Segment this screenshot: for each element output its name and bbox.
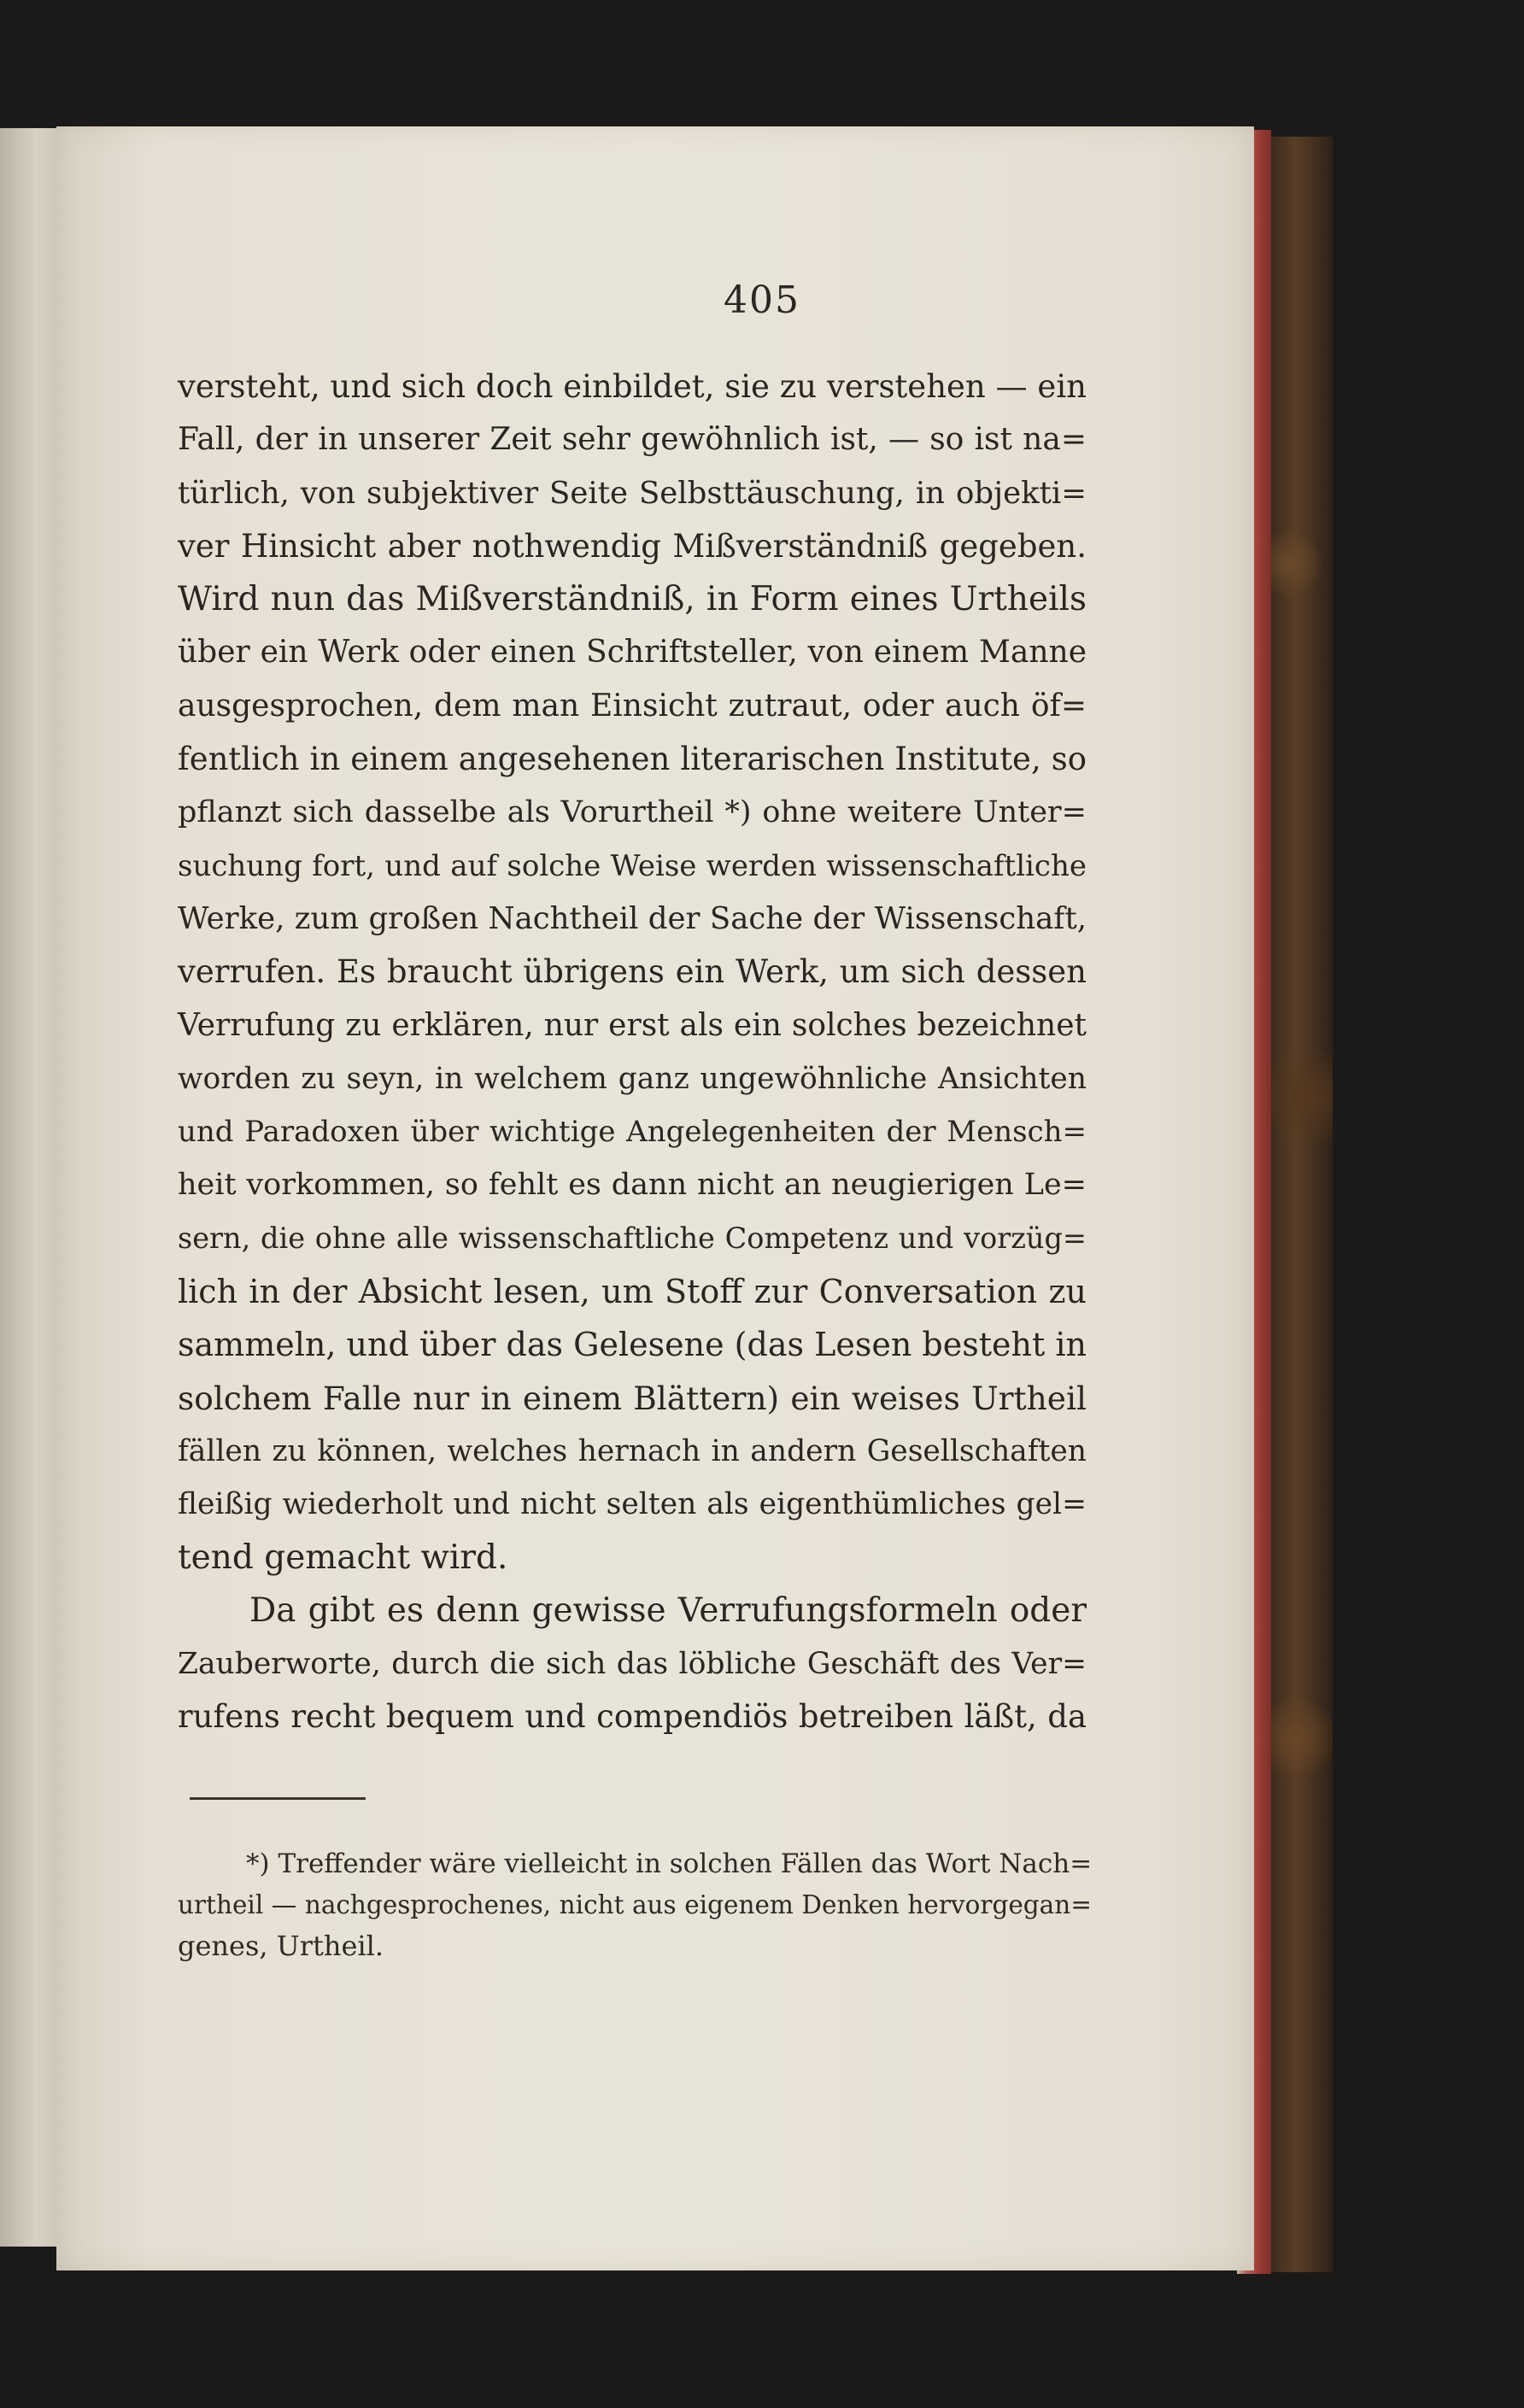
text-line: versteht, und sich doch einbildet, sie zu verstehen — ein: [178, 368, 1087, 405]
footnote-line: *) Treffender wäre vielleicht in solchen Fällen das Wort Nach=: [246, 1848, 1093, 1879]
text-line: heit vorkommen, so fehlt es dann nicht an neugierigen Le=: [178, 1168, 1087, 1203]
text-line: Wird nun das Mißverständniß, in Form eines Urtheils: [178, 580, 1087, 619]
text-line: über ein Werk oder einen Schriftsteller, von einem Manne: [178, 635, 1087, 671]
text-line: tend gemacht wird.: [178, 1538, 508, 1577]
text-line: verrufen. Es braucht übrigens ein Werk, um sich dessen: [178, 953, 1087, 991]
body-text: [178, 360, 1087, 1744]
text-line: rufens recht bequem und compendiös betreiben läßt, da: [178, 1698, 1087, 1736]
page-number: 405: [724, 278, 800, 322]
text-line: worden zu seyn, in welchem ganz ungewöhnliche Ansichten: [178, 1061, 1087, 1096]
footnote-line: genes, Urtheil.: [178, 1930, 384, 1962]
book-cover-edge: [1271, 137, 1333, 2272]
text-line: lich in der Absicht lesen, um Stoff zur Conversation zu: [178, 1273, 1087, 1311]
text-line: sern, die ohne alle wissenschaftliche Competenz und vorzüg=: [178, 1221, 1087, 1255]
text-line: Verrufung zu erklären, nur erst als ein solches bezeichnet: [178, 1007, 1087, 1043]
text-line: fleißig wiederholt und nicht selten als eigenthümliches gel=: [178, 1487, 1087, 1522]
text-line: fentlich in einem angesehenen literarischen Institute, so: [178, 741, 1087, 778]
text-line: Da gibt es denn gewisse Verrufungsformeln oder: [249, 1591, 1087, 1630]
facing-page-edge: [0, 128, 60, 2247]
footnote: [178, 1843, 1092, 1966]
text-line: Fall, der in unserer Zeit sehr gewöhnlich ist, — so ist na=: [178, 422, 1087, 458]
text-line: sammeln, und über das Gelesene (das Lesen besteht in: [178, 1326, 1087, 1364]
text-line: pflanzt sich dasselbe als Vorurtheil *) ohne weitere Unter=: [178, 795, 1087, 830]
text-line: ver Hinsicht aber nothwendig Mißverständniß gegeben.: [178, 527, 1087, 565]
text-line: fällen zu können, welches hernach in andern Gesellschaften: [178, 1433, 1087, 1468]
text-line: Werke, zum großen Nachtheil der Sache der Wissenschaft,: [178, 900, 1087, 936]
text-line: Zauberworte, durch die sich das löbliche Geschäft des Ver=: [178, 1647, 1087, 1682]
text-line: türlich, von subjektiver Seite Selbsttäuschung, in objekti=: [178, 475, 1087, 511]
footnote-divider: [190, 1797, 366, 1800]
text-line: suchung fort, und auf solche Weise werden wissenschaftliche: [178, 848, 1087, 883]
text-line: und Paradoxen über wichtige Angelegenheiten der Mensch=: [178, 1115, 1087, 1150]
text-line: solchem Falle nur in einem Blättern) ein weises Urtheil: [178, 1379, 1087, 1417]
text-line: ausgesprochen, dem man Einsicht zutraut, oder auch öf=: [178, 688, 1087, 724]
footnote-line: urtheil — nachgesprochenes, nicht aus eigenem Denken hervorgegan=: [178, 1890, 1092, 1919]
